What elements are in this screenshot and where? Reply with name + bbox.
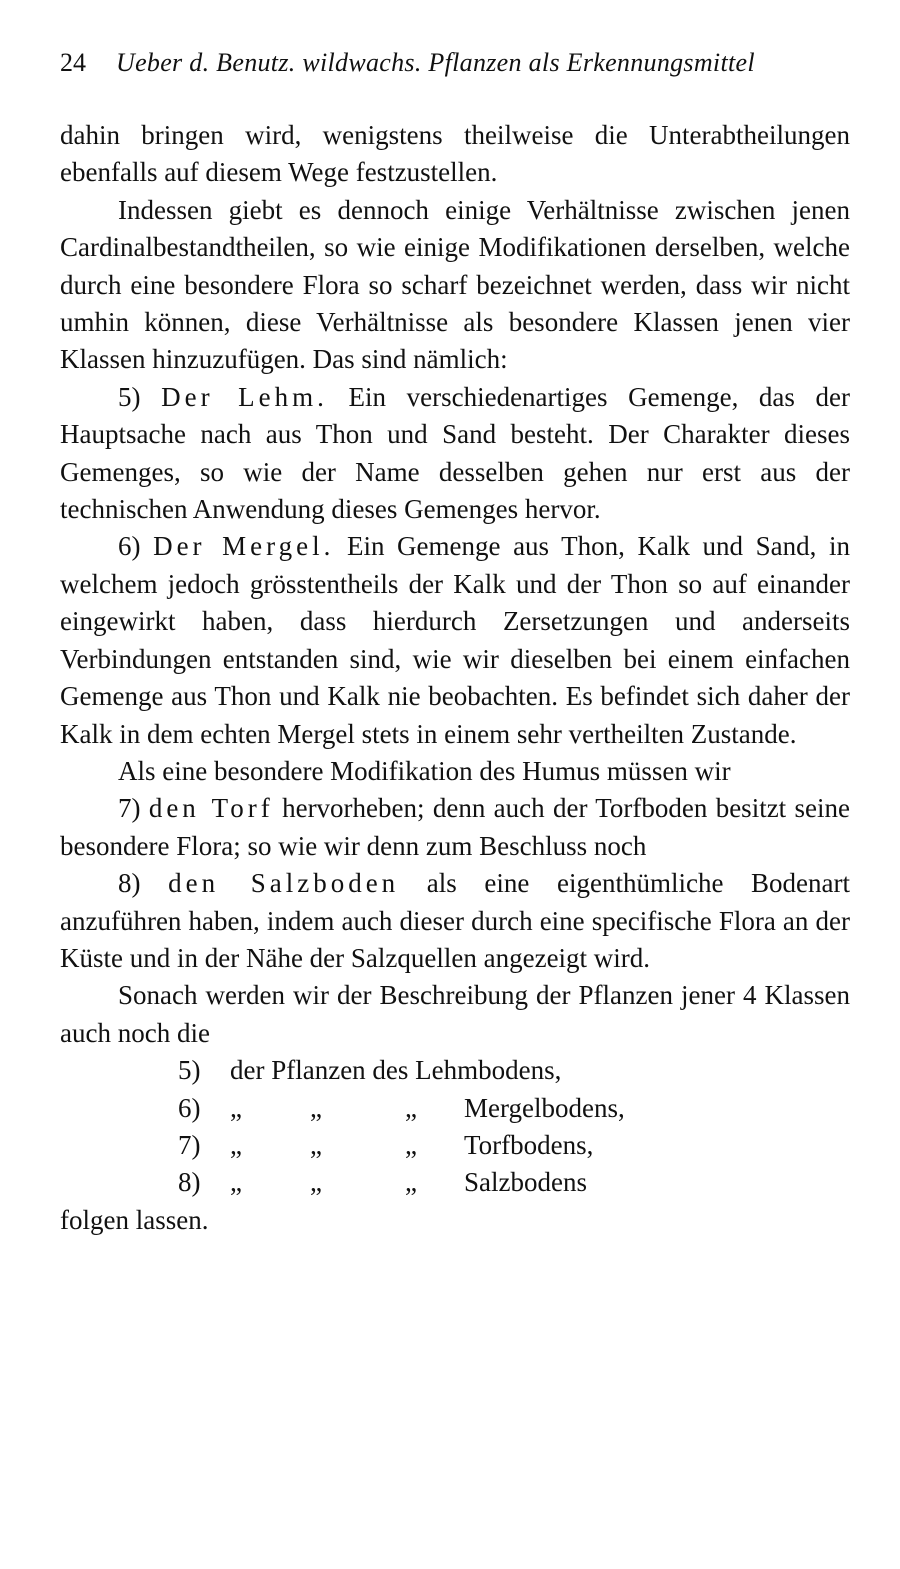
paragraph-salzboden bbox=[60, 865, 850, 977]
definition-text: Ein Gemenge aus Thon, Kalk und Sand, in welchem jedoch grösstentheils der Kalk und der Thon so auf einander eingewirkt haben, dass hierdurch Zersetzungen und anderseits Verbindungen entstanden sind, wie wir dieselben bei einem einfachen Gemenge aus Thon und Kalk nie beobachten. Es befindet sich daher der Kalk in dem echten Mergel stets in einem sehr vertheilten Zustande. bbox=[60, 531, 850, 749]
running-title: Ueber d. Benutz. wildwachs. Pflanzen als Erkennungsmittel bbox=[116, 48, 755, 77]
item-number: 8) bbox=[118, 868, 169, 899]
definition-text: hervorheben; denn auch der Torfboden besitzt seine besondere Flora; so wie wir denn zum Beschluss noch bbox=[60, 793, 850, 861]
list-text: Torfbodens, bbox=[464, 1129, 594, 1160]
list-number: 7) bbox=[178, 1129, 201, 1160]
list-number: 5) bbox=[178, 1055, 201, 1086]
ditto-mark: „ bbox=[405, 1092, 417, 1123]
running-head bbox=[60, 48, 850, 94]
ditto-mark: „ bbox=[230, 1092, 242, 1123]
ditto-mark: „ bbox=[230, 1129, 242, 1160]
closing-line: folgen lassen. bbox=[60, 1204, 209, 1235]
paragraph-lehm bbox=[60, 379, 850, 529]
paragraph-mergel bbox=[60, 528, 850, 752]
term-mergel: Der Mergel. bbox=[153, 531, 335, 562]
list-number: 8) bbox=[178, 1167, 201, 1198]
term-lehm: Der Lehm. bbox=[161, 381, 328, 412]
ditto-mark: „ bbox=[310, 1167, 322, 1198]
body-text bbox=[60, 117, 850, 1239]
list-text: Salzbodens bbox=[464, 1167, 587, 1198]
item-number: 7) bbox=[118, 793, 149, 824]
item-number: 5) bbox=[118, 381, 162, 412]
list-number: 6) bbox=[178, 1092, 201, 1123]
paragraph-sonach: Sonach werden wir der Beschreibung der Pflanzen jener 4 Klassen auch noch die bbox=[60, 980, 850, 1048]
list-item bbox=[60, 1164, 850, 1201]
list-item bbox=[60, 1052, 850, 1089]
paragraph-1: dahin bringen wird, wenigstens theilweise die Unterabtheilungen ebenfalls auf diesem Wege festzustellen. bbox=[60, 120, 850, 188]
list-text: der Pflanzen des Lehmbodens, bbox=[230, 1055, 562, 1086]
list-item bbox=[60, 1090, 850, 1127]
list-item bbox=[60, 1127, 850, 1164]
ditto-mark: „ bbox=[405, 1167, 417, 1198]
ditto-mark: „ bbox=[310, 1092, 322, 1123]
definition-text: Ein verschiedenartiges Gemenge, das der Hauptsache nach aus Thon und Sand besteht. Der Charakter dieses Gemenges, so wie der Name desselben gehen nur erst aus der technischen Anwendung dieses Gemenges hervor. bbox=[60, 381, 851, 525]
term-torf: den Torf bbox=[148, 793, 274, 824]
paragraph-torf bbox=[60, 790, 850, 865]
ditto-mark: „ bbox=[310, 1129, 322, 1160]
ditto-mark: „ bbox=[405, 1129, 417, 1160]
term-salzboden: den Salzboden bbox=[168, 868, 400, 899]
plant-class-list bbox=[60, 1052, 850, 1202]
item-number: 6) bbox=[118, 531, 154, 562]
definition-text: als eine eigenthümliche Bodenart anzuführen haben, indem auch dieser durch eine specifische Flora an der Küste und in der Nähe der Salzquellen angezeigt wird. bbox=[60, 868, 851, 973]
paragraph-humus: Als eine besondere Modifikation des Humus müssen wir bbox=[118, 755, 731, 786]
page-number: 24 bbox=[60, 48, 86, 77]
ditto-mark: „ bbox=[230, 1167, 242, 1198]
paragraph-2: Indessen giebt es dennoch einige Verhältnisse zwischen jenen Cardinalbestandtheilen, so wie einige Modifikationen derselben, welche durch eine besondere Flora so scharf bezeichnet werden, dass wir nicht umhin können, diese Verhältnisse als besondere Klassen jenen vier Klassen hinzuzufügen. Das sind nämlich: bbox=[60, 194, 850, 375]
list-text: Mergelbodens, bbox=[464, 1092, 625, 1123]
